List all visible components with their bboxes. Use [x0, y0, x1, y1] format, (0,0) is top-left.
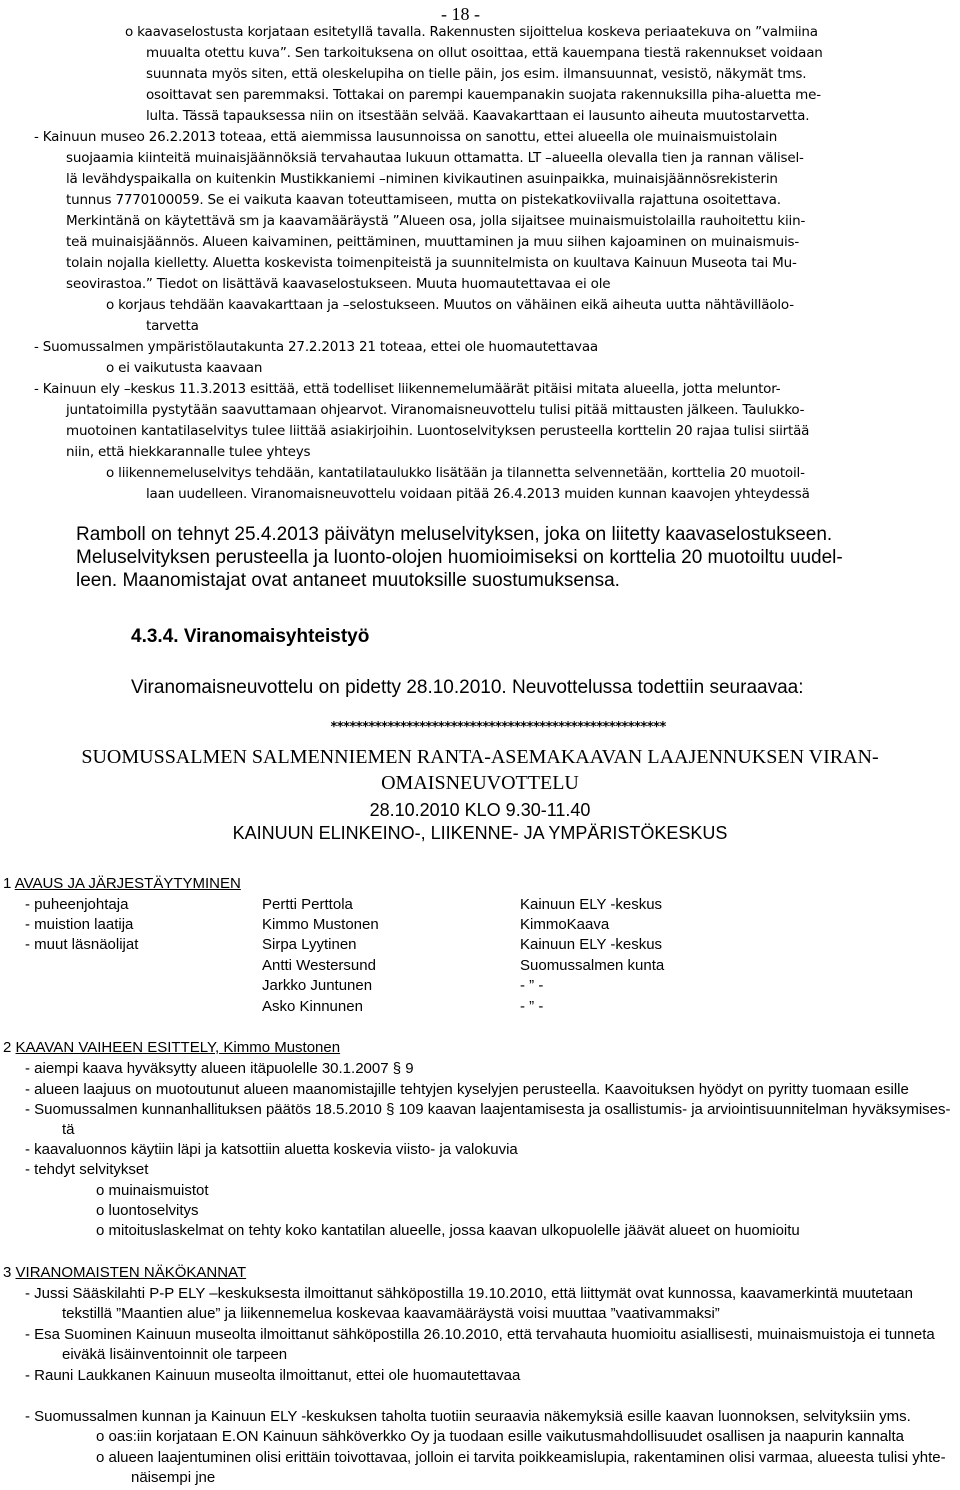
section2-number: 2: [3, 1039, 12, 1056]
text-line: teä muinaisjäännös. Alueen kaivaminen, peittäminen, muuttaminen ja muu siihen kajoaminen on muinaismuis-: [66, 234, 800, 250]
participant-name: Kimmo Mustonen: [262, 916, 379, 933]
section1-number: 1: [3, 875, 12, 892]
list-item: o luontoselvitys: [96, 1202, 199, 1219]
text-line: o korjaus tehdään kaavakarttaan ja –selostukseen. Muutos on vähäinen eikä aiheuta uutta nähtävilläolo-: [106, 297, 794, 313]
text-line: - Suomussalmen ympäristölautakunta 27.2.2013 21 toteaa, ettei ole huomautettavaa: [34, 339, 598, 355]
section2-title: KAAVAN VAIHEEN ESITTELY, Kimmo Mustonen: [15, 1039, 341, 1056]
meeting-sentence: Viranomaisneuvottelu on pidetty 28.10.2010. Neuvottelussa todettiin seuraavaa:: [131, 677, 804, 698]
list-item: - Jussi Sääskilahti P-P ELY –keskuksesta ilmoittanut sähköpostilla 19.10.2010, että liittymät ovat kunnossa, kaavamerkintä muutetaan: [25, 1285, 913, 1302]
text-line: laan uudelleen. Viranomaisneuvottelu voidaan pitää 26.4.2013 muiden kunnan kaavojen yhteydessä: [146, 486, 810, 502]
list-item: tekstillä ”Maantien alue” ja liikennemelua koskevaa kaavamääräystä voisi muuttaa ”vaativammaksi”: [62, 1305, 720, 1322]
list-item: - Esa Suominen Kainuun museolta ilmoittanut sähköpostilla 26.10.2010, että tervahauta huomioitu asiallisesti, muinaismuistoja ei tunneta: [25, 1326, 935, 1343]
list-item: o oas:iin korjataan E.ON Kainuun sähköverkko Oy ja tuodaan esille vaikutusmahdollisuudet osallisen ja naapurin kannalta: [96, 1428, 904, 1445]
text-line: muualta otettu kuva”. Sen tarkoituksena on ollut osoittaa, että kauempana tiestä rakennukset voidaan: [146, 45, 823, 61]
participant-role: - muut läsnäolijat: [25, 936, 139, 953]
participant-role: - muistion laatija: [25, 916, 134, 933]
list-item: - aiempi kaava hyväksytty alueen itäpuolelle 30.1.2007 § 9: [25, 1060, 414, 1077]
text-line: tunnus 7770100059. Se ei vaikuta kaavan toteuttamiseen, mutta on pistekatkoviivalla rajattuna osoitettava.: [66, 192, 781, 208]
memo-title-line1: SUOMUSSALMEN SALMENNIEMEN RANTA-ASEMAKAAVAN LAAJENNUKSEN VIRAN-: [81, 746, 879, 768]
list-item: näisempi jne: [131, 1469, 216, 1486]
text-line: Ramboll on tehnyt 25.4.2013 päivätyn meluselvityksen, joka on liitetty kaavaselostukseen.: [76, 524, 833, 545]
list-item: o muinaismuistot: [96, 1182, 209, 1199]
separator-stars: *****************************************************: [330, 720, 666, 735]
memo-title-line2: OMAISNEUVOTTELU: [381, 772, 579, 794]
participant-org: Suomussalmen kunta: [520, 957, 665, 974]
list-item: o mitoituslaskelmat on tehty koko kantatilan alueelle, jossa kaavan ulkopuolelle jäävät alueet on huomioitu: [96, 1222, 800, 1239]
text-line: suojaamia kiinteitä muinaisjäännöksiä tervahautaa lukuun ottamatta. LT –alueella olevalla tien ja rannan välisel-: [66, 150, 804, 166]
text-line: o kaavaselostusta korjataan esitetyllä tavalla. Rakennusten sijoittelua koskeva periaatekuva on ”valmiina: [125, 24, 818, 40]
list-item: - Suomussalmen kunnanhallituksen päätös 18.5.2010 § 109 kaavan laajentamisesta ja osallistumis- ja arviointisuunnitelman hyväksymises-: [25, 1101, 951, 1118]
participant-name: Jarkko Juntunen: [262, 977, 373, 994]
text-line: juntatoimilla pystytään saavuttamaan ohjearvot. Viranomaisneuvottelu tulisi pitää mittausten jälkeen. Taulukko-: [66, 402, 805, 418]
section3-heading: [3, 1263, 246, 1284]
text-line: leen. Maanomistajat ovat antaneet muutoksille suostumuksensa.: [76, 570, 620, 591]
participant-org: KimmoKaava: [520, 916, 610, 933]
participant-org: - ” -: [520, 977, 544, 994]
section3-number: 3: [3, 1264, 12, 1281]
text-line: Merkintänä on käytettävä sm ja kaavamääräystä ”Alueen osa, jolla sijaitsee muinaismuistolailla rauhoitettu kiin-: [66, 213, 806, 229]
participant-name: Pertti Perttola: [262, 896, 353, 913]
memo-organization: KAINUUN ELINKEINO-, LIIKENNE- JA YMPÄRISTÖKESKUS: [232, 823, 728, 843]
text-line: niin, että hiekkarannalle tulee yhteys: [66, 444, 311, 460]
list-item: o alueen laajentuminen olisi erittäin toivottavaa, jolloin ei tarvita poikkeamislupia, rakentaminen olisi varmaa, alueesta tulisi yhte-: [96, 1449, 946, 1466]
participant-name: Sirpa Lyytinen: [262, 936, 357, 953]
text-line: lä levähdyspaikalla on kuitenkin Mustikkaniemi –niminen kivikautinen asuinpaikka, muinaisjäännösrekisterin: [66, 171, 778, 187]
text-line: o ei vaikutusta kaavaan: [106, 360, 263, 376]
page-number: - 18 -: [441, 4, 480, 24]
list-item: - alueen laajuus on muotoutunut alueen maanomistajille tehtyjen kyselyjen perusteella. Kaavoituksen hyödyt on pyritty tuomaan esille: [25, 1081, 909, 1098]
list-item: - Suomussalmen kunnan ja Kainuun ELY -keskuksen taholta tuotiin seuraavia näkemyksiä esille kaavan luonnoksen, selvityksiin yms.: [25, 1408, 911, 1425]
list-item: - kaavaluonnos käytiin läpi ja katsottiin aluetta koskevia viisto- ja valokuvia: [25, 1141, 518, 1158]
text-line: seovirastoa.” Tiedot on lisättävä kaavaselostukseen. Muuta huomautettavaa ei ole: [66, 276, 611, 292]
section1-heading: [3, 874, 241, 895]
participant-name: Asko Kinnunen: [262, 998, 363, 1015]
list-item: - tehdyt selvitykset: [25, 1161, 149, 1178]
participant-org: Kainuun ELY -keskus: [520, 896, 663, 913]
text-line: osoittavat sen paremmaksi. Tottakai on parempi kauempanakin suojata rakennuksilla piha-aluetta me-: [146, 87, 821, 103]
list-item: - Rauni Laukkanen Kainuun museolta ilmoittanut, ettei ole huomautettavaa: [25, 1367, 521, 1384]
text-line: o liikennemeluselvitys tehdään, kantatilataulukko lisätään ja tilannetta selvennetään, korttelia 20 muotoil-: [106, 465, 805, 481]
participant-org: Kainuun ELY -keskus: [520, 936, 663, 953]
text-line: muotoinen kantatilaselvitys tulee liittää asiakirjoihin. Luontoselvityksen perusteella korttelin 20 rajaa tulisi siirtää: [66, 423, 810, 439]
section1-title: AVAUS JA JÄRJESTÄYTYMINEN: [14, 875, 241, 892]
section-heading: 4.3.4. Viranomaisyhteistyö: [131, 626, 370, 647]
text-line: tolain nojalla kielletty. Aluetta koskevista toimenpiteistä ja suunnitelmista on kuultava Kainuun Museota tai Mu-: [66, 255, 797, 271]
section2-heading: [3, 1038, 340, 1059]
text-line: suunnata myös siten, että oleskelupiha on tielle päin, jos esim. ilmansuunnat, vesistö, näkymät tms.: [146, 66, 807, 82]
participant-role: - puheenjohtaja: [25, 896, 129, 913]
text-line: tarvetta: [146, 318, 199, 334]
memo-date: 28.10.2010 KLO 9.30-11.40: [369, 800, 591, 820]
text-line: Meluselvityksen perusteella ja luonto-olojen huomioimiseksi on korttelia 20 muotoiltu uudel-: [76, 547, 843, 568]
section3-title: VIRANOMAISTEN NÄKÖKANNAT: [15, 1264, 247, 1281]
participant-org: - ” -: [520, 998, 544, 1015]
participant-name: Antti Westersund: [262, 957, 376, 974]
list-item: tä: [62, 1121, 75, 1138]
text-line: - Kainuun museo 26.2.2013 toteaa, että aiemmissa lausunnoissa on sanottu, ettei alueella ole muinaismuistolain: [34, 129, 778, 145]
text-line: lulta. Tässä tapauksessa niin on itsestään selvää. Kaavakarttaan ei lausunto aiheuta muutostarvetta.: [146, 108, 810, 124]
list-item: eiväkä lisäinventoinnit ole tarpeen: [62, 1346, 288, 1363]
text-line: - Kainuun ely –keskus 11.3.2013 esittää, että todelliset liikennemelumäärät pitäisi mitata alueella, jotta meluntor-: [34, 381, 781, 397]
